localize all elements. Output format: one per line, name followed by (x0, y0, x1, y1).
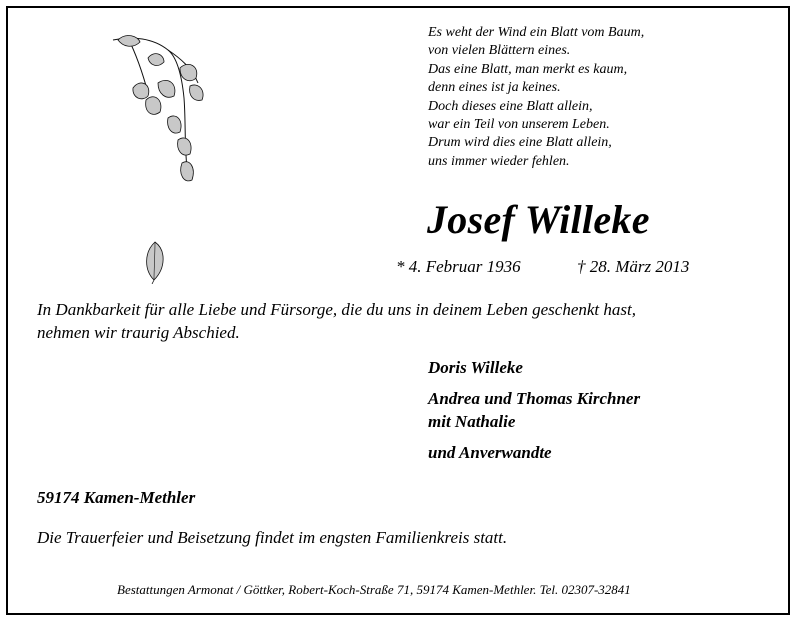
poem-line: Es weht der Wind ein Blatt vom Baum, (428, 25, 645, 40)
poem-line: war ein Teil von unserem Leben. (428, 117, 610, 133)
relatives: und Anverwandte (428, 443, 552, 462)
family-member: Andrea und Thomas Kirchner (428, 389, 641, 408)
birth-date: * 4. Februar 1936 (396, 257, 521, 276)
poem-line: Drum wird dies eine Blatt allein, (428, 135, 612, 151)
poem-line: Das eine Blatt, man merkt es kaum, (428, 61, 628, 77)
poem-line: Doch dieses eine Blatt allein, (428, 98, 593, 114)
poem-line: denn eines ist ja keines. (428, 80, 561, 96)
intro-text (37, 298, 636, 344)
death-date: † 28. März 2013 (577, 257, 690, 276)
intro-line: nehmen wir traurig Abschied. (37, 323, 240, 342)
location: 59174 Kamen-Methler (37, 488, 196, 507)
poem (428, 24, 644, 171)
falling-leaf-icon (140, 238, 170, 284)
deceased-name: Josef Willeke (427, 197, 650, 242)
poem-line: von vielen Blättern eines. (428, 43, 571, 59)
family-member: mit Nathalie (428, 412, 516, 431)
funeral-note: Die Trauerfeier und Beisetzung findet im engsten Familienkreis statt. (37, 528, 508, 547)
poem-line: uns immer wieder fehlen. (428, 153, 570, 169)
intro-line: In Dankbarkeit für alle Liebe und Fürsorge, die du uns in deinem Leben geschenkt hast, (37, 300, 636, 319)
funeral-home-footer: Bestattungen Armonat / Göttker, Robert-Koch-Straße 71, 59174 Kamen-Methler. Tel. 02307-32841 (117, 582, 631, 597)
family-member: Doris Willeke (428, 358, 523, 377)
leafy-branch-icon (108, 28, 218, 198)
